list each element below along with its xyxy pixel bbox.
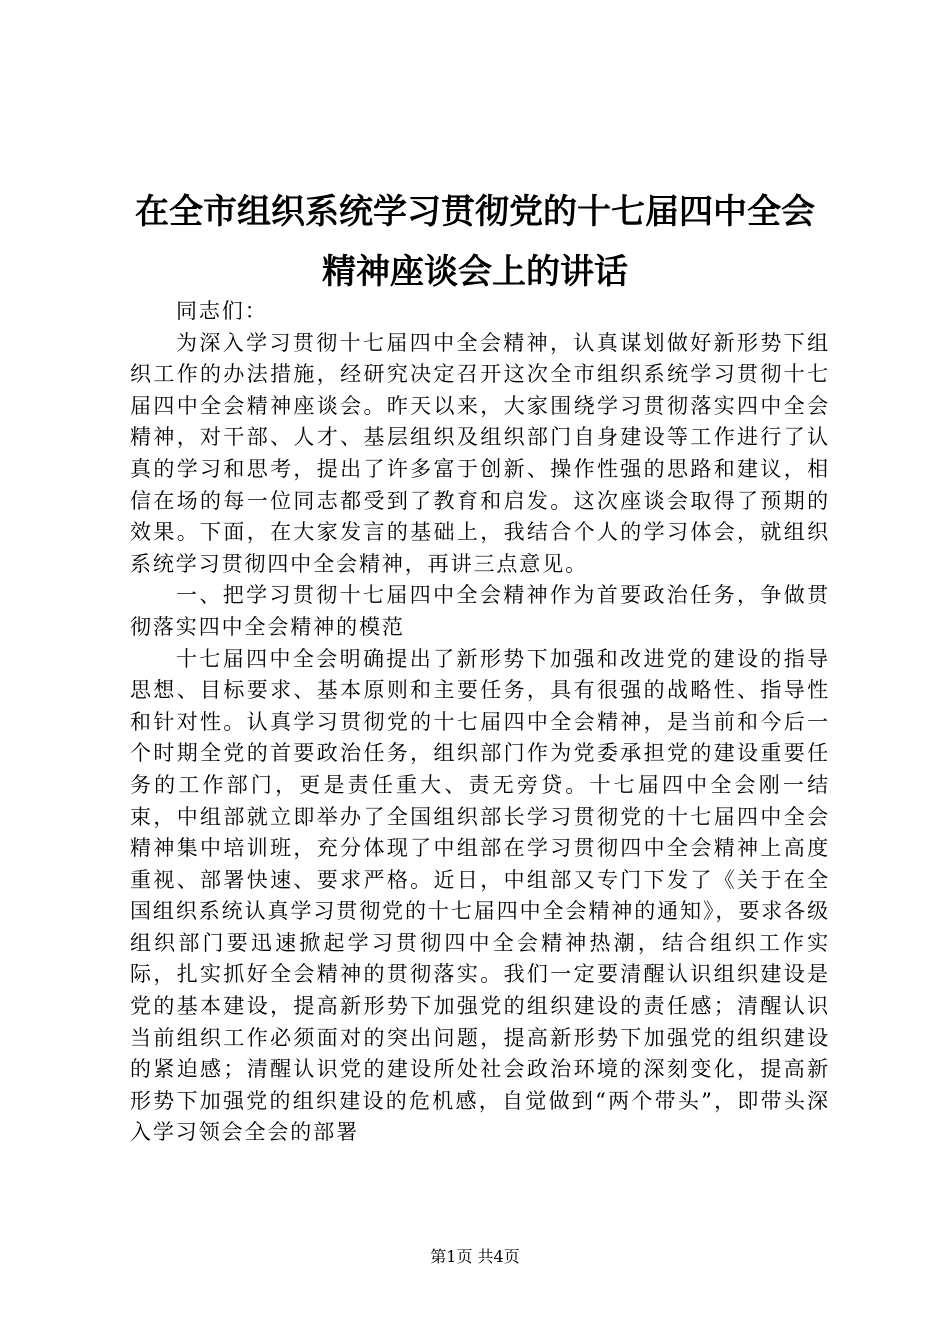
salutation: 同志们： [176,299,268,323]
body-paragraph: 为深入学习贯彻十七届四中全会精神，认真谋划做好新形势下组织工作的办法措施，经研究决定召开这次全市组织系统学习贯彻十七届四中全会精神座谈会。昨天以来，大家围绕学习贯彻落实四中全会精神，对干部、人才、基层组织及组织部门自身建设等工作进行了认真的学习和思考，提出了许多富于创新、操作性强的思路和建议，相信在场的每一位同志都受到了教育和启发。这次座谈会取得了预期的效果。下面，在大家发言的基础上，我结合个人的学习体会，就组织系统学习贯彻四中全会精神，再讲三点意见。 [130,330,830,576]
document-title-line-1: 在全市组织系统学习贯彻党的十七届四中全会 [135,192,815,232]
page-number-footer: 第1页 共4页 [430,1247,520,1266]
body-paragraph: 十七届四中全会明确提出了新形势下加强和改进党的建设的指导思想、目标要求、基本原则和主要任务，具有很强的战略性、指导性和针对性。认真学习贯彻党的十七届四中全会精神，是当前和今后一个时期全党的首要政治任务，组织部门作为党委承担党的建设重要任务的工作部门，更是责任重大、责无旁贷。十七届四中全会刚一结束，中组部就立即举办了全国组织部长学习贯彻党的十七届四中全会精神集中培训班，充分体现了中组部在学习贯彻四中全会精神上高度重视、部署快速、要求严格。近日，中组部又专门下发了《关于在全国组织系统认真学习贯彻党的十七届四中全会精神的通知》，要求各级组织部门要迅速掀起学习贯彻四中全会精神热潮，结合组织工作实际，扎实抓好全会精神的贯彻落实。我们一定要清醒认识组织建设是党的基本建设，提高新形势下加强党的组织建设的责任感；清醒认识当前组织工作必须面对的突出问题，提高新形势下加强党的组织建设的紧迫感；清醒认识党的建设所处社会政治环境的深刻变化，提高新形势下加强党的组织建设的危机感，自觉做到“两个带头”，即带头深入学习领会全会的部署 [130,646,830,1145]
document-title-line-2: 精神座谈会上的讲话 [322,252,628,292]
section-heading: 一、把学习贯彻十七届四中全会精神作为首要政治任务，争做贯彻落实四中全会精神的模范 [130,583,830,639]
document-body [130,296,830,1149]
